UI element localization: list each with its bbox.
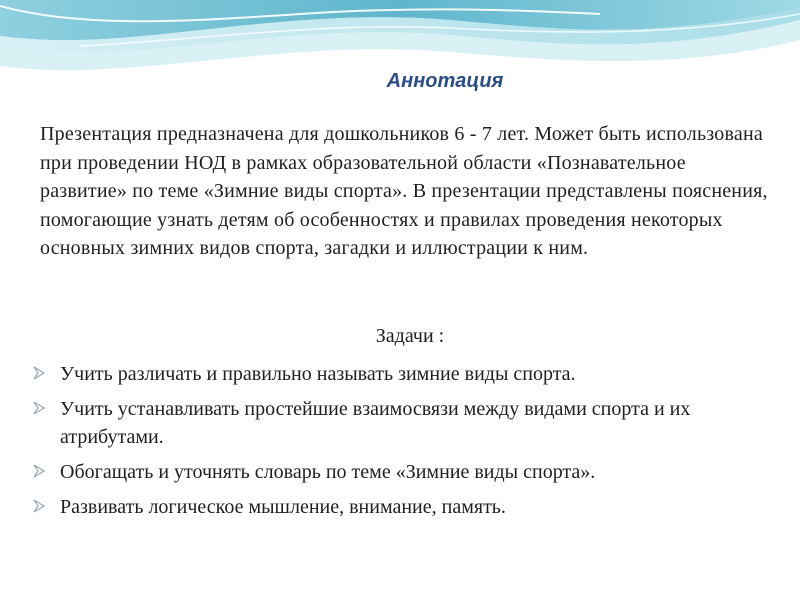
task-text: Развивать логическое мышление, внимание, память. bbox=[60, 496, 506, 518]
arrowhead-bullet-icon bbox=[32, 395, 48, 423]
tasks-heading: Задачи : bbox=[375, 325, 445, 347]
task-item bbox=[30, 493, 750, 521]
slide-title: Аннотация bbox=[386, 70, 504, 92]
intro-paragraph: Презентация предназначена для дошкольников 6 - 7 лет. Может быть использована при проведении НОД в рамках образовательной области «Познавательное развитие» по теме «Зимние виды спорта». В презентации представлены пояснения, помогающие узнать детям об особенностях и правилах проведения некоторых основных зимних видов спорта, загадки и иллюстрации к ним. bbox=[40, 123, 768, 259]
task-item bbox=[30, 458, 750, 486]
arrowhead-bullet-icon bbox=[32, 493, 48, 521]
wave-header-decoration bbox=[0, 0, 800, 110]
arrowhead-bullet-icon bbox=[32, 360, 48, 388]
arrowhead-bullet-icon bbox=[32, 458, 48, 486]
task-text: Учить различать и правильно называть зимние виды спорта. bbox=[60, 363, 576, 385]
task-text: Учить устанавливать простейшие взаимосвязи между видами спорта и их атрибутами. bbox=[60, 398, 691, 448]
task-item bbox=[30, 360, 750, 388]
task-item bbox=[30, 395, 750, 451]
task-text: Обогащать и уточнять словарь по теме «Зимние виды спорта». bbox=[60, 461, 596, 483]
tasks-list bbox=[30, 360, 750, 528]
